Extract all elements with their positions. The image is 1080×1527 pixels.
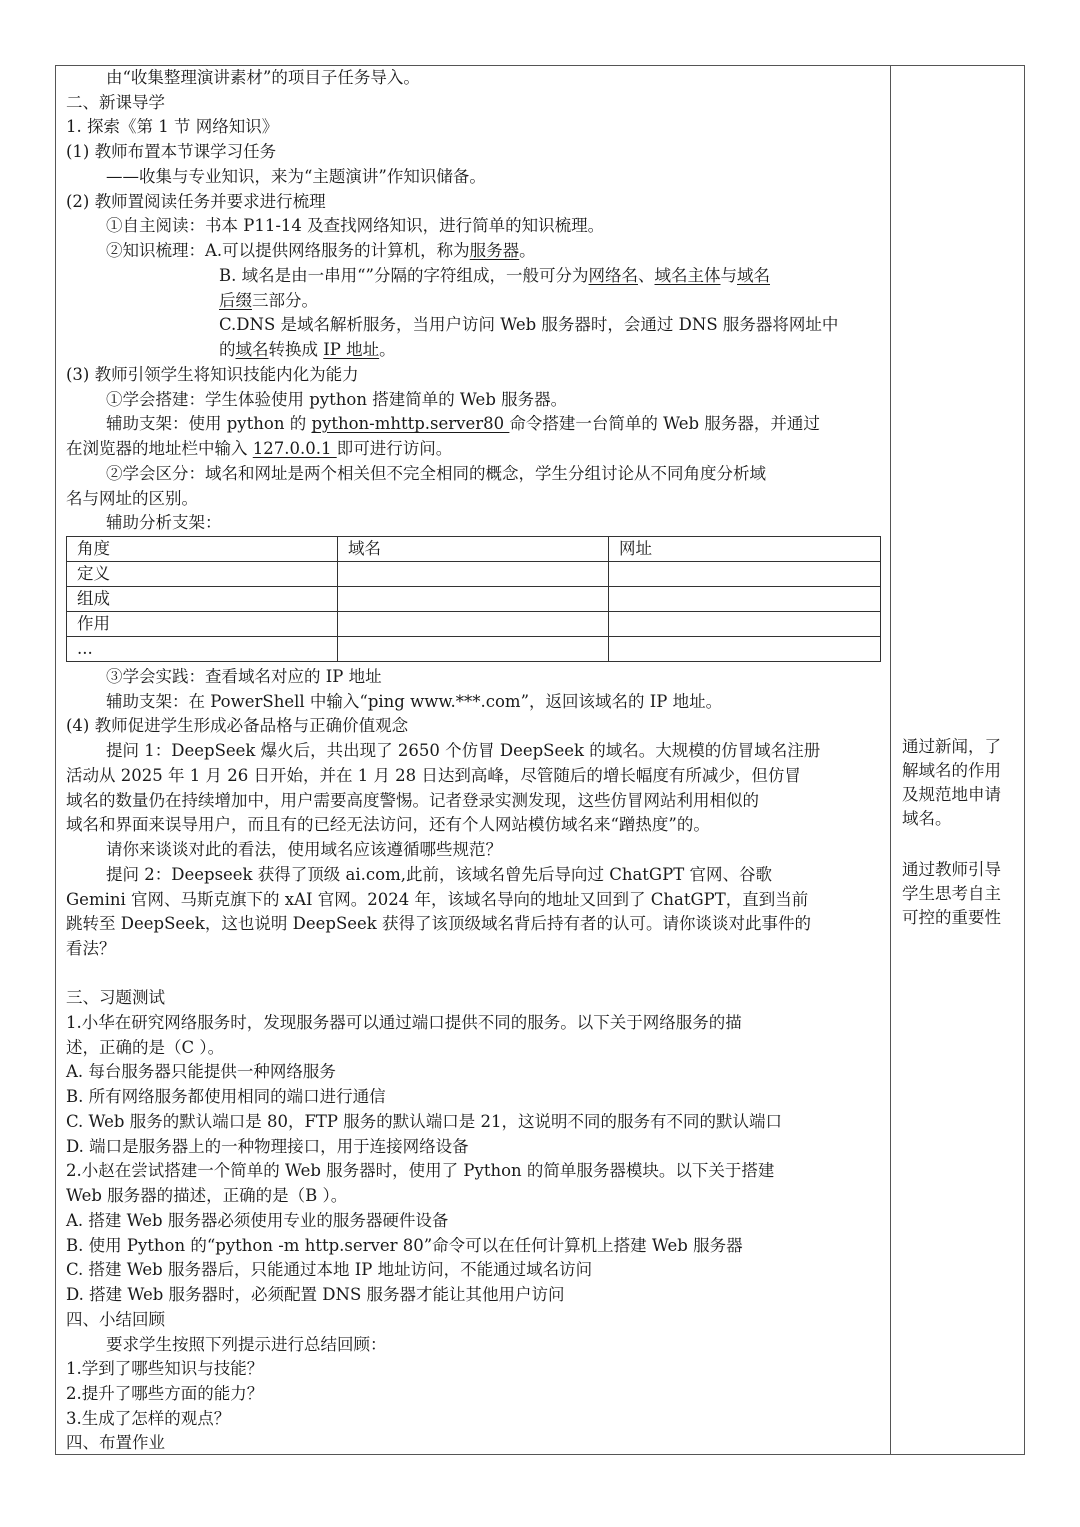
text: 的 <box>219 340 236 359</box>
text-line <box>219 338 396 362</box>
text: B. 域名是由一串用“”分隔的字符组成，一般可分为 <box>219 266 589 285</box>
text-line: 要求学生按照下列提示进行总结回顾： <box>106 1335 387 1354</box>
text-line: C.DNS 是域名解析服务，当用户访问 Web 服务器时，会通过 DNS 服务器将网址中 <box>219 315 839 334</box>
side-note-line: 通过教师引导 <box>902 860 1001 879</box>
section-heading: 二、新课导学 <box>66 93 165 112</box>
table-cell <box>338 562 609 587</box>
text-line: Gemini 官网、马斯克旗下的 xAI 官网。2024 年，该域名导向的地址又回到了 ChatGPT，直到当前 <box>66 890 809 909</box>
section-heading: 四、小结回顾 <box>66 1310 165 1329</box>
text: 转换成 <box>268 340 324 359</box>
text-line: ②学会区分：域名和网址是两个相关但不完全相同的概念，学生分组讨论从不同角度分析域 <box>106 464 766 483</box>
text-line: ③学会实践：查看域名对应的 IP 地址 <box>106 667 382 686</box>
table-cell <box>338 637 609 662</box>
text: 辅助支架：使用 python 的 <box>106 414 312 433</box>
address-text: 127.0.0.1 <box>252 439 337 458</box>
text-line <box>66 437 452 461</box>
table-row <box>67 587 881 612</box>
text-line: 提问 1：DeepSeek 爆火后，共出现了 2650 个仿冒 DeepSeek 的域名。大规模的仿冒域名注册 <box>106 741 821 760</box>
analysis-table <box>66 536 881 662</box>
underlined-term: 后缀 <box>219 291 252 310</box>
text-line: ——收集与专业知识，来为“主题演讲”作知识储备。 <box>106 167 486 186</box>
table-cell: ... <box>67 637 338 662</box>
question-line: 1.小华在研究网络服务时，发现服务器可以通过端口提供不同的服务。以下关于网络服务的描 <box>66 1013 742 1032</box>
text-line <box>106 239 536 263</box>
table-row <box>67 637 881 662</box>
table-cell <box>338 612 609 637</box>
table-header-cell: 角度 <box>67 537 338 562</box>
text-line: 域名和界面来误导用户，而且有的已经无法访问，还有个人网站模仿域名来“蹭热度”的。 <box>66 815 710 834</box>
intro-line: 由“收集整理演讲素材”的项目子任务导入。 <box>106 68 420 87</box>
summary-item: 3.生成了怎样的观点？ <box>66 1409 231 1428</box>
table-cell <box>609 612 881 637</box>
text: 在浏览器的地址栏中输入 <box>66 439 253 458</box>
text: 与 <box>720 266 737 285</box>
underlined-term: 网络名 <box>588 266 638 285</box>
side-note-line: 域名。 <box>902 809 952 828</box>
text-line <box>106 412 820 436</box>
side-note-line: 及规范地申请 <box>902 785 1001 804</box>
table-header-row <box>67 537 881 562</box>
option-line: C. 搭建 Web 服务器后，只能通过本地 IP 地址访问，不能通过域名访问 <box>66 1260 593 1279</box>
text-line: ①学会搭建：学生体验使用 python 搭建简单的 Web 服务器。 <box>106 390 568 409</box>
text-line: 请你来谈谈对此的看法，使用域名应该遵循哪些规范？ <box>106 840 502 859</box>
table-cell: 组成 <box>67 587 338 612</box>
side-note-line: 解域名的作用 <box>902 761 1001 780</box>
text-line: ①自主阅读：书本 P11-14 及查找网络知识，进行简单的知识梳理。 <box>106 216 605 235</box>
text-line: 域名的数量仍在持续增加中，用户需要高度警惕。记者登录实测发现，这些仿冒网站利用相似的 <box>66 791 759 810</box>
summary-item: 1.学到了哪些知识与技能？ <box>66 1359 264 1378</box>
option-line: A. 搭建 Web 服务器必须使用专业的服务器硬件设备 <box>66 1211 449 1230</box>
column-divider <box>890 65 891 1455</box>
text-line: 跳转至 DeepSeek，这也说明 DeepSeek 获得了该顶级域名背后持有者的认可。请你谈谈对此事件的 <box>66 914 812 933</box>
side-note-news <box>902 735 1020 831</box>
text: ②知识梳理：A.可以提供网络服务的计算机，称为 <box>106 241 470 260</box>
table-cell <box>609 637 881 662</box>
command-text: python-mhttp.server80 <box>311 414 510 433</box>
table-cell: 定义 <box>67 562 338 587</box>
option-line: D. 端口是服务器上的一种物理接口，用于连接网络设备 <box>66 1137 469 1156</box>
text-line: 活动从 2025 年 1 月 26 日开始，并在 1 月 28 日达到高峰，尽管随后的增长幅度有所减少，但仿冒 <box>66 766 801 785</box>
step-heading: (3) 教师引领学生将知识技能内化为能力 <box>66 365 359 384</box>
underlined-term: IP 地址 <box>323 340 380 359</box>
text: 。 <box>519 241 536 260</box>
option-line: B. 所有网络服务都使用相同的端口进行通信 <box>66 1087 386 1106</box>
table-cell <box>609 587 881 612</box>
step-heading: (2) 教师置阅读任务并要求进行梳理 <box>66 192 326 211</box>
text-line: 提问 2：Deepseek 获得了顶级 ai.com,此前，该域名曾先后导向过 ChatGPT 官网、谷歌 <box>106 865 772 884</box>
text-line <box>219 289 318 313</box>
question-line: Web 服务器的描述，正确的是（B ）。 <box>66 1186 348 1205</box>
text: 、 <box>638 266 655 285</box>
text-line <box>219 264 770 288</box>
underlined-term: 服务器 <box>469 241 520 260</box>
section-heading: 四、布置作业 <box>66 1433 165 1452</box>
text-line: 辅助支架：在 PowerShell 中输入“ping www.***.com”，返回该域名的 IP 地址。 <box>106 692 723 711</box>
underlined-term: 域名 <box>737 266 770 285</box>
table-cell <box>338 587 609 612</box>
question-line: 述，正确的是（C ）。 <box>66 1038 225 1057</box>
section-heading: 三、习题测试 <box>66 988 165 1007</box>
side-note-line: 可控的重要性 <box>902 908 1001 927</box>
question-line: 2.小赵在尝试搭建一个简单的 Web 服务器时，使用了 Python 的简单服务器模块。以下关于搭建 <box>66 1161 775 1180</box>
option-line: A. 每台服务器只能提供一种网络服务 <box>66 1062 336 1081</box>
text-line: 辅助分析支架： <box>106 513 222 532</box>
step-heading: (1) 教师布置本节课学习任务 <box>66 142 277 161</box>
underlined-term: 域名主体 <box>654 266 721 285</box>
subsection-heading: 1. 探索《第 1 节 网络知识》 <box>66 117 279 136</box>
step-heading: (4) 教师促进学生形成必备品格与正确价值观念 <box>66 716 409 735</box>
option-line: D. 搭建 Web 服务器时，必须配置 DNS 服务器才能让其他用户访问 <box>66 1285 565 1304</box>
text: 三部分。 <box>252 291 318 310</box>
option-line: C. Web 服务的默认端口是 80，FTP 服务的默认端口是 21，这说明不同的服务有不同的默认端口 <box>66 1112 782 1131</box>
option-line: B. 使用 Python 的“python -m http.server 80”命令可以在任何计算机上搭建 Web 服务器 <box>66 1236 743 1255</box>
side-note-line: 通过新闻，了 <box>902 737 1001 756</box>
table-header-cell: 网址 <box>609 537 881 562</box>
table-header-cell: 域名 <box>338 537 609 562</box>
text-line: 看法？ <box>66 939 116 958</box>
table-row <box>67 562 881 587</box>
text: 即可进行访问。 <box>336 439 453 458</box>
table-cell: 作用 <box>67 612 338 637</box>
text-line: 名与网址的区别。 <box>66 489 198 508</box>
text: 命令搭建一台简单的 Web 服务器，并通过 <box>509 414 820 433</box>
side-note-guidance <box>902 858 1020 930</box>
text: 。 <box>379 340 396 359</box>
table-cell <box>609 562 881 587</box>
summary-item: 2.提升了哪些方面的能力？ <box>66 1384 264 1403</box>
table-row <box>67 612 881 637</box>
underlined-term: 域名 <box>235 340 269 359</box>
side-note-line: 学生思考自主 <box>902 884 1001 903</box>
